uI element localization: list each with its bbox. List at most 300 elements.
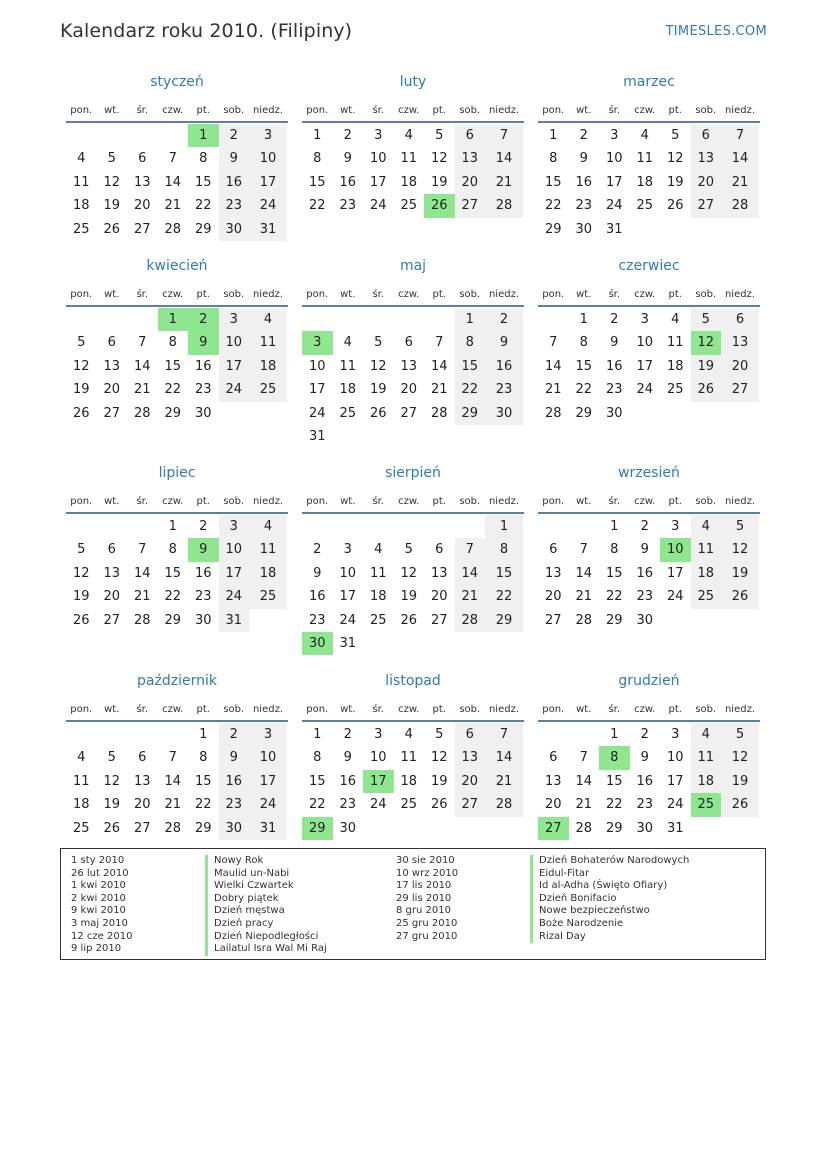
day-cell: 7	[168, 750, 177, 766]
day-cell: 13	[455, 147, 486, 170]
day-cell: 11	[636, 151, 654, 167]
day-cell: 13	[133, 773, 151, 789]
day-cell: 29	[194, 820, 212, 836]
day-cell: 19	[721, 770, 759, 793]
day-cell: 24	[249, 793, 287, 816]
day-cell: 6	[107, 335, 116, 351]
day-cell: 18	[400, 174, 418, 190]
day-cell: 4	[343, 335, 352, 351]
empty-cell	[363, 308, 394, 331]
empty-cell	[127, 723, 158, 746]
day-cell: 23	[485, 378, 523, 401]
month-1	[66, 72, 288, 241]
day-cell: 23	[339, 198, 357, 214]
day-cell: 13	[430, 565, 448, 581]
day-cell: 8	[455, 331, 486, 354]
day-cell: 24	[219, 378, 250, 401]
day-cell: 12	[721, 746, 759, 769]
weekday-label: pon.	[70, 288, 93, 300]
day-cell: 19	[691, 355, 722, 378]
day-cell: 27	[133, 221, 151, 237]
weekday-label: sob.	[223, 703, 245, 715]
day-cell: 30	[339, 820, 357, 836]
legend-date: 1 sty 2010	[71, 855, 125, 866]
day-cell: 14	[485, 147, 523, 170]
weekday-label: śr.	[136, 495, 149, 507]
legend-holiday-name: Dzień męstwa	[214, 905, 285, 917]
day-cell: 26	[103, 820, 121, 836]
day-cell: 31	[666, 820, 684, 836]
weekday-header	[66, 283, 288, 307]
day-cell: 16	[194, 358, 212, 374]
day-cell: 29	[194, 221, 212, 237]
day-cell: 4	[77, 750, 86, 766]
day-cell: 12	[103, 773, 121, 789]
weekday-label: pt.	[668, 288, 682, 300]
day-cell: 16	[339, 773, 357, 789]
day-cell: 18	[72, 198, 90, 214]
day-cell: 5	[107, 151, 116, 167]
day-cell: 10	[369, 750, 387, 766]
day-cell: 5	[107, 750, 116, 766]
day-cell: 21	[455, 585, 486, 608]
weekday-label: wt.	[576, 495, 592, 507]
day-cell: 10	[369, 151, 387, 167]
empty-cell	[66, 124, 97, 147]
holiday-day-cell: 12	[691, 331, 722, 354]
day-cell: 6	[107, 542, 116, 558]
weekday-label: śr.	[608, 288, 621, 300]
weekday-label: sob.	[695, 703, 717, 715]
empty-cell	[424, 515, 455, 538]
day-cell: 10	[249, 746, 287, 769]
weekday-label: śr.	[372, 495, 385, 507]
month-name: maj	[399, 258, 427, 274]
weekday-label: śr.	[136, 288, 149, 300]
day-cell: 28	[455, 609, 486, 632]
days-grid	[66, 723, 288, 840]
month-4	[66, 256, 288, 425]
day-cell: 14	[430, 358, 448, 374]
day-cell: 8	[199, 750, 208, 766]
weekday-label: niedz.	[488, 104, 520, 116]
legend-holiday-name: Maulid un-Nabi	[214, 867, 290, 879]
day-cell: 16	[339, 174, 357, 190]
day-cell: 9	[485, 331, 523, 354]
day-cell: 8	[168, 335, 177, 351]
weekday-label: sob.	[459, 104, 481, 116]
empty-cell	[333, 515, 364, 538]
day-cell: 27	[103, 612, 121, 628]
weekday-label: pon.	[542, 495, 565, 507]
day-cell: 13	[544, 565, 562, 581]
day-cell: 22	[605, 589, 623, 605]
day-cell: 16	[605, 358, 623, 374]
day-cell: 19	[666, 174, 684, 190]
holiday-day-cell: 17	[363, 770, 394, 793]
day-cell: 5	[404, 542, 413, 558]
day-cell: 17	[308, 382, 326, 398]
day-cell: 6	[138, 750, 147, 766]
day-cell: 30	[636, 612, 654, 628]
day-cell: 3	[219, 308, 250, 331]
legend-date: 1 kwi 2010	[71, 880, 126, 892]
empty-cell	[394, 308, 425, 331]
day-cell: 19	[72, 589, 90, 605]
weekday-label: pon.	[70, 703, 93, 715]
weekday-label: pon.	[542, 104, 565, 116]
weekday-label: sob.	[459, 495, 481, 507]
day-cell: 5	[691, 308, 722, 331]
day-cell: 26	[721, 793, 759, 816]
day-cell: 26	[430, 797, 448, 813]
day-cell: 21	[133, 382, 151, 398]
day-cell: 25	[369, 612, 387, 628]
day-cell: 17	[636, 358, 654, 374]
day-cell: 18	[400, 773, 418, 789]
day-cell: 1	[485, 515, 523, 538]
day-cell: 12	[400, 565, 418, 581]
legend-holiday-name: Rizal Day	[539, 930, 586, 942]
day-cell: 27	[133, 820, 151, 836]
day-cell: 13	[400, 358, 418, 374]
day-cell: 14	[575, 565, 593, 581]
month-3	[538, 72, 760, 241]
day-cell: 24	[605, 198, 623, 214]
day-cell: 11	[666, 335, 684, 351]
day-cell: 25	[636, 198, 654, 214]
day-cell: 23	[219, 793, 250, 816]
day-cell: 4	[404, 128, 413, 143]
day-cell: 19	[72, 382, 90, 398]
day-cell: 8	[199, 151, 208, 167]
day-cell: 11	[339, 358, 357, 374]
day-cell: 30	[219, 817, 250, 840]
day-cell: 4	[249, 308, 287, 331]
legend-date: 10 wrz 2010	[396, 867, 459, 879]
day-cell: 18	[339, 382, 357, 398]
day-cell: 24	[666, 797, 684, 813]
day-cell: 5	[721, 515, 759, 538]
day-cell: 25	[249, 585, 287, 608]
weekday-label: czw.	[634, 495, 656, 507]
day-cell: 18	[691, 562, 722, 585]
empty-cell	[363, 515, 394, 538]
day-cell: 28	[164, 820, 182, 836]
day-cell: 13	[721, 331, 759, 354]
day-cell: 23	[605, 382, 623, 398]
day-cell: 24	[308, 405, 326, 421]
day-cell: 16	[485, 355, 523, 378]
weekday-label: czw.	[162, 703, 184, 715]
weekday-label: czw.	[398, 495, 420, 507]
day-cell: 7	[485, 124, 523, 147]
month-5	[302, 256, 524, 448]
day-cell: 17	[666, 773, 684, 789]
day-cell: 27	[691, 194, 722, 217]
day-cell: 20	[544, 797, 562, 813]
day-cell: 30	[575, 221, 593, 237]
day-cell: 18	[636, 174, 654, 190]
day-cell: 24	[219, 585, 250, 608]
weekday-label: pt.	[668, 703, 682, 715]
day-cell: 3	[219, 515, 250, 538]
day-cell: 28	[721, 194, 759, 217]
day-cell: 29	[164, 405, 182, 421]
day-cell: 5	[435, 727, 444, 742]
weekday-label: śr.	[136, 703, 149, 715]
empty-cell	[394, 515, 425, 538]
page-title: Kalendarz roku 2010. (Filipiny)	[60, 20, 353, 42]
weekday-label: niedz.	[488, 703, 520, 715]
day-cell: 7	[579, 542, 588, 558]
day-cell: 30	[605, 405, 623, 421]
empty-cell	[538, 723, 569, 746]
days-grid	[302, 723, 524, 840]
brand-link[interactable]: TIMESLES.COM	[665, 24, 767, 39]
weekday-label: pt.	[432, 495, 446, 507]
day-cell: 2	[219, 723, 250, 746]
day-cell: 4	[691, 723, 722, 746]
day-cell: 2	[343, 128, 352, 143]
legend-holiday-name: Nowy Rok	[214, 855, 264, 866]
day-cell: 25	[339, 405, 357, 421]
day-cell: 18	[249, 562, 287, 585]
empty-cell	[66, 515, 97, 538]
day-cell: 14	[544, 358, 562, 374]
day-cell: 27	[455, 194, 486, 217]
empty-cell	[302, 308, 333, 331]
day-cell: 25	[72, 221, 90, 237]
holiday-day-cell: 1	[188, 124, 219, 147]
weekday-label: niedz.	[488, 495, 520, 507]
empty-cell	[97, 515, 128, 538]
day-cell: 19	[721, 562, 759, 585]
month-name: październik	[137, 673, 217, 689]
day-cell: 2	[579, 128, 588, 143]
day-cell: 10	[308, 358, 326, 374]
day-cell: 24	[339, 612, 357, 628]
day-cell: 15	[455, 355, 486, 378]
day-cell: 3	[671, 519, 680, 534]
weekday-label: czw.	[398, 104, 420, 116]
legend-date: 9 kwi 2010	[71, 905, 126, 917]
day-cell: 20	[691, 171, 722, 194]
day-cell: 23	[636, 797, 654, 813]
day-cell: 23	[308, 612, 326, 628]
weekday-label: wt.	[576, 104, 592, 116]
weekday-header	[538, 490, 760, 514]
day-cell: 24	[666, 589, 684, 605]
day-cell: 8	[485, 538, 523, 561]
day-cell: 23	[339, 797, 357, 813]
day-cell: 12	[430, 151, 448, 167]
legend-date: 8 gru 2010	[396, 905, 451, 917]
day-cell: 31	[339, 635, 357, 651]
day-cell: 3	[640, 312, 649, 327]
weekday-label: pon.	[306, 288, 329, 300]
day-cell: 5	[721, 723, 759, 746]
day-cell: 20	[400, 382, 418, 398]
empty-cell	[66, 308, 97, 331]
day-cell: 30	[636, 820, 654, 836]
weekday-label: wt.	[340, 703, 356, 715]
weekday-label: niedz.	[724, 104, 756, 116]
legend-holiday-name: Wielki Czwartek	[214, 880, 294, 892]
day-cell: 1	[549, 128, 558, 143]
day-cell: 5	[77, 542, 86, 558]
days-grid	[302, 124, 524, 218]
holiday-day-cell: 9	[188, 538, 219, 561]
day-cell: 4	[691, 515, 722, 538]
empty-cell	[424, 308, 455, 331]
day-cell: 4	[374, 542, 383, 558]
day-cell: 2	[199, 519, 208, 534]
day-cell: 21	[133, 589, 151, 605]
weekday-label: pon.	[70, 495, 93, 507]
holiday-day-cell: 8	[599, 746, 630, 769]
day-cell: 17	[219, 355, 250, 378]
weekday-label: pt.	[196, 703, 210, 715]
weekday-label: wt.	[104, 703, 120, 715]
day-cell: 28	[133, 612, 151, 628]
day-cell: 27	[400, 405, 418, 421]
day-cell: 6	[455, 124, 486, 147]
day-cell: 23	[575, 198, 593, 214]
empty-cell	[127, 308, 158, 331]
weekday-label: śr.	[372, 104, 385, 116]
day-cell: 28	[575, 820, 593, 836]
day-cell: 18	[666, 358, 684, 374]
day-cell: 15	[575, 358, 593, 374]
days-grid	[538, 515, 760, 632]
day-cell: 29	[164, 612, 182, 628]
weekday-header	[302, 283, 524, 307]
day-cell: 29	[605, 820, 623, 836]
day-cell: 5	[374, 335, 383, 351]
day-cell: 13	[691, 147, 722, 170]
weekday-label: wt.	[576, 703, 592, 715]
holiday-day-cell: 30	[302, 632, 333, 655]
day-cell: 27	[103, 405, 121, 421]
weekday-label: śr.	[372, 703, 385, 715]
day-cell: 14	[455, 562, 486, 585]
day-cell: 8	[579, 335, 588, 351]
day-cell: 15	[164, 358, 182, 374]
day-cell: 9	[343, 151, 352, 167]
day-cell: 6	[404, 335, 413, 351]
day-cell: 19	[103, 198, 121, 214]
day-cell: 17	[249, 770, 287, 793]
weekday-label: czw.	[634, 104, 656, 116]
weekday-label: sob.	[223, 288, 245, 300]
day-cell: 12	[103, 174, 121, 190]
empty-cell	[127, 124, 158, 147]
weekday-label: niedz.	[724, 288, 756, 300]
day-cell: 25	[666, 382, 684, 398]
day-cell: 22	[485, 585, 523, 608]
day-cell: 25	[691, 585, 722, 608]
day-cell: 17	[339, 589, 357, 605]
day-cell: 26	[72, 612, 90, 628]
day-cell: 16	[636, 773, 654, 789]
day-cell: 31	[605, 221, 623, 237]
day-cell: 3	[343, 542, 352, 558]
day-cell: 3	[374, 727, 383, 742]
month-name: marzec	[623, 74, 675, 90]
day-cell: 14	[164, 174, 182, 190]
day-cell: 1	[313, 128, 322, 143]
day-cell: 21	[485, 770, 523, 793]
month-name: listopad	[385, 673, 441, 689]
weekday-label: wt.	[104, 495, 120, 507]
holiday-day-cell: 29	[302, 817, 333, 840]
weekday-header	[538, 698, 760, 722]
day-cell: 7	[579, 750, 588, 766]
day-cell: 17	[666, 565, 684, 581]
day-cell: 2	[343, 727, 352, 742]
weekday-label: pt.	[668, 495, 682, 507]
day-cell: 11	[249, 538, 287, 561]
day-cell: 3	[249, 723, 287, 746]
day-cell: 1	[610, 519, 619, 534]
day-cell: 14	[575, 773, 593, 789]
day-cell: 14	[164, 773, 182, 789]
day-cell: 29	[605, 612, 623, 628]
legend-dates-left	[71, 855, 132, 956]
day-cell: 15	[164, 565, 182, 581]
legend-holiday-name: Boże Narodzenie	[539, 917, 624, 929]
day-cell: 4	[671, 312, 680, 327]
weekday-label: wt.	[340, 288, 356, 300]
month-name: sierpień	[385, 465, 441, 481]
days-grid	[302, 515, 524, 655]
month-name: kwiecień	[146, 258, 208, 274]
day-cell: 20	[544, 589, 562, 605]
weekday-label: wt.	[104, 104, 120, 116]
month-8	[302, 463, 524, 655]
day-cell: 29	[544, 221, 562, 237]
day-cell: 19	[400, 589, 418, 605]
day-cell: 13	[544, 773, 562, 789]
days-grid	[66, 515, 288, 632]
day-cell: 22	[194, 797, 212, 813]
weekday-header	[66, 490, 288, 514]
legend-date: 3 maj 2010	[71, 917, 128, 929]
day-cell: 7	[138, 335, 147, 351]
day-cell: 31	[219, 609, 250, 632]
day-cell: 19	[430, 174, 448, 190]
day-cell: 10	[219, 538, 250, 561]
day-cell: 29	[455, 402, 486, 425]
day-cell: 13	[103, 358, 121, 374]
days-grid	[66, 308, 288, 425]
weekday-label: śr.	[136, 104, 149, 116]
day-cell: 20	[721, 355, 759, 378]
weekday-label: śr.	[608, 104, 621, 116]
weekday-label: śr.	[372, 288, 385, 300]
month-name: wrzesień	[618, 465, 680, 481]
day-cell: 11	[369, 565, 387, 581]
weekday-header	[66, 698, 288, 722]
day-cell: 21	[575, 589, 593, 605]
day-cell: 27	[721, 378, 759, 401]
day-cell: 27	[430, 612, 448, 628]
day-cell: 13	[133, 174, 151, 190]
weekday-label: sob.	[223, 495, 245, 507]
day-cell: 15	[194, 174, 212, 190]
day-cell: 20	[430, 589, 448, 605]
